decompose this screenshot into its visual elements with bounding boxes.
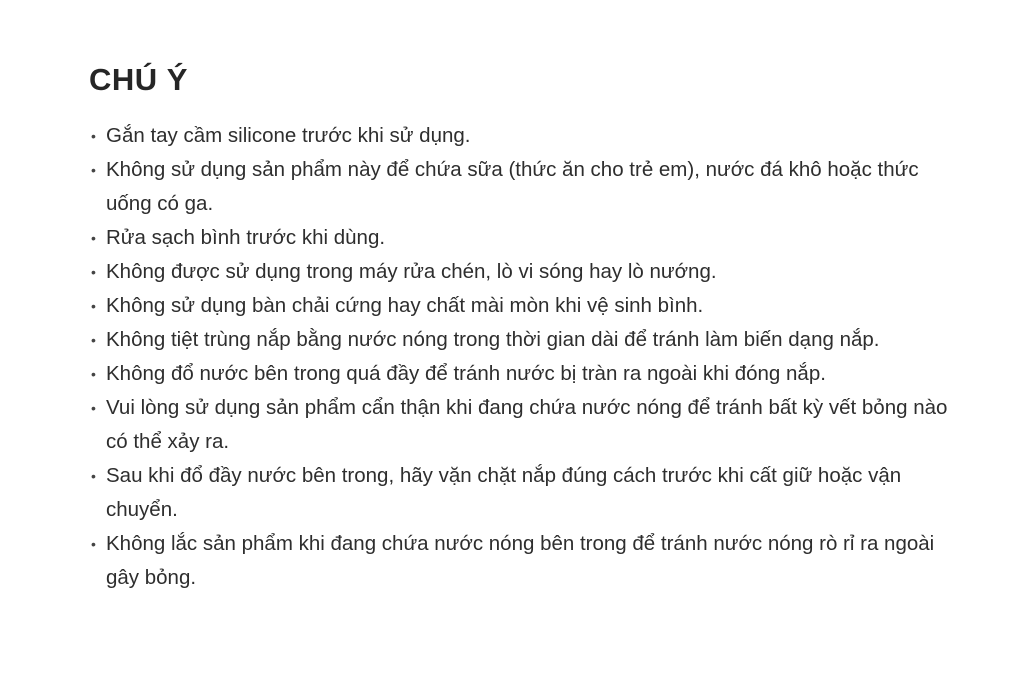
list-item <box>89 221 959 255</box>
list-item <box>89 459 959 527</box>
bullet-icon: • <box>91 468 96 484</box>
caution-list <box>89 119 959 595</box>
page-title: CHÚ Ý <box>89 62 188 97</box>
bullet-icon: • <box>91 400 96 416</box>
bullet-icon: • <box>91 366 96 382</box>
list-item-text: Không đổ nước bên trong quá đầy để tránh nước bị tràn ra ngoài khi đóng nắp. <box>106 362 826 385</box>
list-item-text: Sau khi đổ đầy nước bên trong, hãy vặn chặt nắp đúng cách trước khi cất giữ hoặc vận chuyển. <box>106 464 902 521</box>
list-item <box>89 357 959 391</box>
list-item <box>89 289 959 323</box>
list-item-text: Vui lòng sử dụng sản phẩm cẩn thận khi đang chứa nước nóng để tránh bất kỳ vết bỏng nào có thể xảy ra. <box>106 396 948 453</box>
bullet-icon: • <box>91 230 96 246</box>
bullet-icon: • <box>91 128 96 144</box>
list-item-text: Rửa sạch bình trước khi dùng. <box>106 226 386 249</box>
bullet-icon: • <box>91 264 96 280</box>
bullet-icon: • <box>91 162 96 178</box>
list-item-text: Không sử dụng bàn chải cứng hay chất mài mòn khi vệ sinh bình. <box>106 294 704 317</box>
list-item <box>89 255 959 289</box>
list-item <box>89 391 959 459</box>
list-item-text: Không lắc sản phẩm khi đang chứa nước nóng bên trong để tránh nước nóng rò rỉ ra ngoài gây bỏng. <box>106 532 935 589</box>
list-item-text: Không sử dụng sản phẩm này để chứa sữa (thức ăn cho trẻ em), nước đá khô hoặc thức uống có ga. <box>106 158 919 215</box>
list-item <box>89 153 959 221</box>
list-item <box>89 119 959 153</box>
bullet-icon: • <box>91 536 96 552</box>
list-item-text: Gắn tay cầm silicone trước khi sử dụng. <box>106 124 471 147</box>
bullet-icon: • <box>91 298 96 314</box>
list-item-text: Không được sử dụng trong máy rửa chén, lò vi sóng hay lò nướng. <box>106 260 717 283</box>
list-item <box>89 527 959 595</box>
list-item-text: Không tiệt trùng nắp bằng nước nóng trong thời gian dài để tránh làm biến dạng nắp. <box>106 328 880 351</box>
bullet-icon: • <box>91 332 96 348</box>
list-item <box>89 323 959 357</box>
